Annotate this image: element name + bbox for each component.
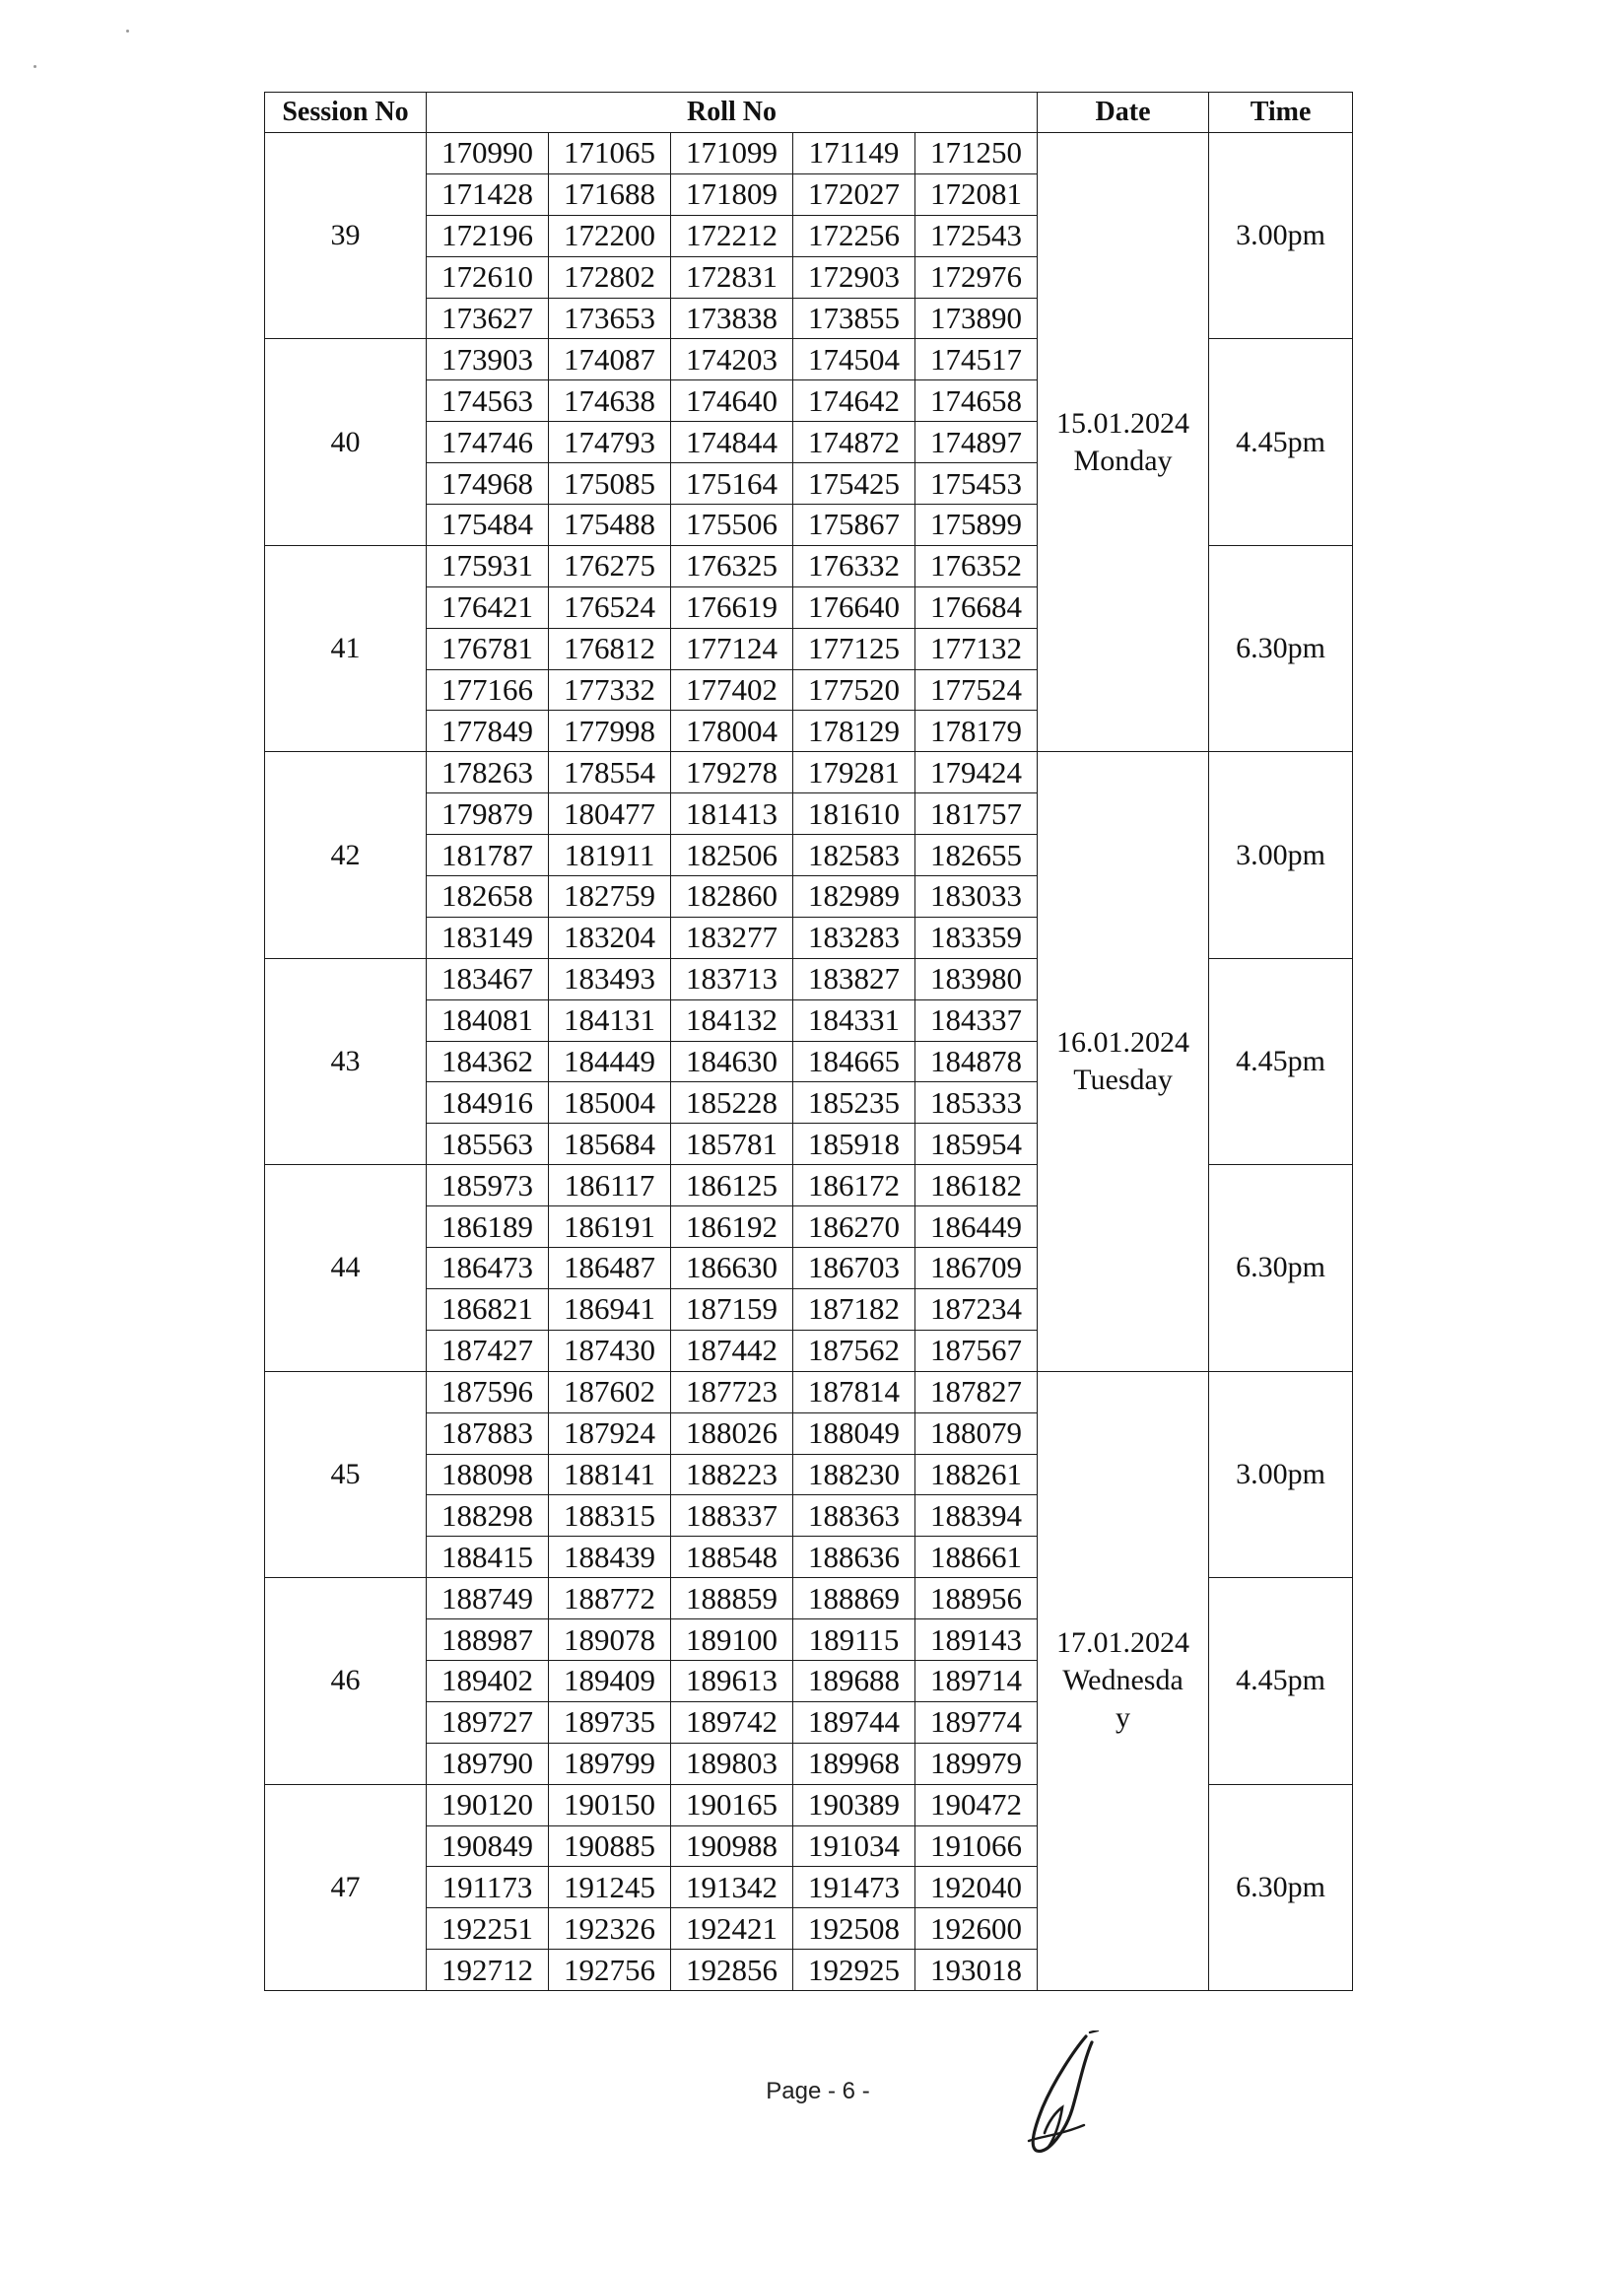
session-time: 4.45pm	[1209, 339, 1353, 545]
roll-number-cell: 174517	[915, 339, 1038, 380]
roll-number-cell: 188987	[427, 1619, 549, 1661]
exam-day: Wednesda y	[1062, 1664, 1184, 1735]
roll-number-cell: 187924	[549, 1412, 671, 1454]
roll-number-cell: 174844	[671, 422, 793, 463]
roll-number-cell: 187827	[915, 1371, 1038, 1412]
roll-number-cell: 188749	[427, 1578, 549, 1619]
roll-number-cell: 174638	[549, 380, 671, 422]
roll-number-cell: 184362	[427, 1041, 549, 1082]
roll-number-cell: 189714	[915, 1660, 1038, 1701]
roll-number-cell: 189115	[793, 1619, 915, 1661]
roll-number-cell: 188098	[427, 1454, 549, 1495]
roll-number-cell: 188079	[915, 1412, 1038, 1454]
header-time: Time	[1209, 93, 1353, 133]
roll-number-cell: 187562	[793, 1330, 915, 1371]
roll-number-cell: 174563	[427, 380, 549, 422]
roll-number-cell: 192040	[915, 1867, 1038, 1908]
session-number: 46	[265, 1578, 427, 1784]
roll-number-cell: 176619	[671, 586, 793, 628]
roll-number-cell: 178263	[427, 752, 549, 793]
roll-number-cell: 188439	[549, 1537, 671, 1578]
roll-number-cell: 191473	[793, 1867, 915, 1908]
roll-number-cell: 192856	[671, 1950, 793, 1991]
roll-number-cell: 183980	[915, 958, 1038, 999]
date-cell	[1038, 1371, 1209, 1990]
session-time: 6.30pm	[1209, 1784, 1353, 1990]
roll-number-cell: 189688	[793, 1660, 915, 1701]
roll-number-cell: 185918	[793, 1124, 915, 1165]
roll-number-cell: 184132	[671, 999, 793, 1041]
roll-number-cell: 182860	[671, 876, 793, 918]
roll-number-cell: 182506	[671, 835, 793, 876]
roll-number-cell: 188298	[427, 1495, 549, 1537]
roll-number-cell: 192600	[915, 1908, 1038, 1950]
roll-number-cell: 182658	[427, 876, 549, 918]
roll-number-cell: 172802	[549, 256, 671, 298]
roll-number-cell: 175867	[793, 505, 915, 546]
roll-number-cell: 173627	[427, 298, 549, 339]
roll-number-cell: 182989	[793, 876, 915, 918]
roll-number-cell: 175085	[549, 463, 671, 505]
roll-number-cell: 184630	[671, 1041, 793, 1082]
roll-number-cell: 188956	[915, 1578, 1038, 1619]
roll-number-cell: 177524	[915, 669, 1038, 711]
roll-number-cell: 174640	[671, 380, 793, 422]
roll-number-cell: 177125	[793, 628, 915, 669]
exam-day: Monday	[1073, 444, 1173, 477]
roll-number-cell: 183713	[671, 958, 793, 999]
roll-number-cell: 176275	[549, 545, 671, 586]
roll-number-cell: 177124	[671, 628, 793, 669]
roll-number-cell: 174872	[793, 422, 915, 463]
roll-number-cell: 188869	[793, 1578, 915, 1619]
roll-number-cell: 184449	[549, 1041, 671, 1082]
roll-number-cell: 184081	[427, 999, 549, 1041]
session-time: 6.30pm	[1209, 1165, 1353, 1371]
roll-number-cell: 171428	[427, 173, 549, 215]
roll-number-cell: 190120	[427, 1784, 549, 1825]
roll-number-cell: 187442	[671, 1330, 793, 1371]
header-row	[265, 93, 1353, 133]
roll-number-cell: 186192	[671, 1206, 793, 1248]
table-row	[265, 752, 1353, 793]
roll-number-cell: 181757	[915, 793, 1038, 835]
roll-number-cell: 182759	[549, 876, 671, 918]
roll-number-cell: 184665	[793, 1041, 915, 1082]
roll-number-cell: 184331	[793, 999, 915, 1041]
roll-number-cell: 190885	[549, 1825, 671, 1867]
roll-number-cell: 185781	[671, 1124, 793, 1165]
roll-number-cell: 177166	[427, 669, 549, 711]
roll-number-cell: 186191	[549, 1206, 671, 1248]
roll-number-cell: 186703	[793, 1248, 915, 1289]
roll-number-cell: 172903	[793, 256, 915, 298]
roll-number-cell: 189402	[427, 1660, 549, 1701]
roll-number-cell: 185004	[549, 1082, 671, 1124]
roll-number-cell: 172027	[793, 173, 915, 215]
roll-number-cell: 186487	[549, 1248, 671, 1289]
roll-number-cell: 171149	[793, 133, 915, 174]
scan-speck	[34, 65, 36, 68]
roll-number-cell: 185228	[671, 1082, 793, 1124]
roll-number-cell: 175506	[671, 505, 793, 546]
header-date: Date	[1038, 93, 1209, 133]
header-session-no: Session No	[265, 93, 427, 133]
roll-number-cell: 176332	[793, 545, 915, 586]
roll-number-cell: 189742	[671, 1701, 793, 1743]
roll-number-cell: 188394	[915, 1495, 1038, 1537]
exam-date: 15.01.2024	[1056, 406, 1190, 440]
session-number: 40	[265, 339, 427, 545]
roll-number-cell: 176421	[427, 586, 549, 628]
roll-number-cell: 191066	[915, 1825, 1038, 1867]
roll-number-cell: 186117	[549, 1165, 671, 1206]
session-number: 45	[265, 1371, 427, 1577]
roll-number-cell: 188859	[671, 1578, 793, 1619]
roll-number-cell: 172196	[427, 215, 549, 256]
roll-number-cell: 179424	[915, 752, 1038, 793]
roll-number-cell: 172610	[427, 256, 549, 298]
roll-number-cell: 188772	[549, 1578, 671, 1619]
table-row	[265, 1371, 1353, 1412]
roll-number-cell: 177332	[549, 669, 671, 711]
roll-number-cell: 173903	[427, 339, 549, 380]
roll-number-cell: 174793	[549, 422, 671, 463]
roll-number-cell: 170990	[427, 133, 549, 174]
roll-number-cell: 179879	[427, 793, 549, 835]
roll-number-cell: 173855	[793, 298, 915, 339]
roll-number-cell: 178004	[671, 711, 793, 752]
session-number: 44	[265, 1165, 427, 1371]
session-time: 3.00pm	[1209, 752, 1353, 958]
roll-number-cell: 190389	[793, 1784, 915, 1825]
roll-number-cell: 189727	[427, 1701, 549, 1743]
roll-number-cell: 187883	[427, 1412, 549, 1454]
roll-number-cell: 188026	[671, 1412, 793, 1454]
roll-number-cell: 174642	[793, 380, 915, 422]
roll-number-cell: 191034	[793, 1825, 915, 1867]
roll-number-cell: 186125	[671, 1165, 793, 1206]
roll-number-cell: 175488	[549, 505, 671, 546]
roll-number-cell: 190849	[427, 1825, 549, 1867]
roll-number-cell: 177402	[671, 669, 793, 711]
roll-number-cell: 185973	[427, 1165, 549, 1206]
roll-number-cell: 192251	[427, 1908, 549, 1950]
roll-number-cell: 172200	[549, 215, 671, 256]
roll-number-cell: 189613	[671, 1660, 793, 1701]
roll-number-cell: 184131	[549, 999, 671, 1041]
roll-number-cell: 189790	[427, 1743, 549, 1784]
roll-number-cell: 182583	[793, 835, 915, 876]
roll-number-cell: 192712	[427, 1950, 549, 1991]
exam-date: 17.01.2024	[1056, 1626, 1190, 1660]
roll-number-cell: 183204	[549, 917, 671, 958]
roll-number-cell: 188548	[671, 1537, 793, 1578]
roll-number-cell: 172976	[915, 256, 1038, 298]
roll-number-cell: 181911	[549, 835, 671, 876]
roll-number-cell: 183277	[671, 917, 793, 958]
page-footer	[0, 2078, 1624, 2105]
roll-number-cell: 175931	[427, 545, 549, 586]
roll-number-cell: 187567	[915, 1330, 1038, 1371]
roll-number-cell: 179278	[671, 752, 793, 793]
roll-number-cell: 187596	[427, 1371, 549, 1412]
roll-number-cell: 174897	[915, 422, 1038, 463]
roll-number-cell: 186709	[915, 1248, 1038, 1289]
roll-number-cell: 176781	[427, 628, 549, 669]
roll-number-cell: 187182	[793, 1288, 915, 1330]
roll-number-cell: 173890	[915, 298, 1038, 339]
roll-number-cell: 174203	[671, 339, 793, 380]
roll-number-cell: 178129	[793, 711, 915, 752]
roll-number-cell: 183033	[915, 876, 1038, 918]
roll-number-cell: 188415	[427, 1537, 549, 1578]
page-number: Page - 6 -	[766, 2078, 870, 2104]
roll-number-cell: 189803	[671, 1743, 793, 1784]
roll-number-cell: 192756	[549, 1950, 671, 1991]
roll-number-cell: 193018	[915, 1950, 1038, 1991]
roll-number-cell: 174746	[427, 422, 549, 463]
roll-number-cell: 171099	[671, 133, 793, 174]
roll-number-cell: 187430	[549, 1330, 671, 1371]
session-number: 47	[265, 1784, 427, 1990]
roll-number-cell: 189143	[915, 1619, 1038, 1661]
roll-number-cell: 188661	[915, 1537, 1038, 1578]
roll-number-cell: 189799	[549, 1743, 671, 1784]
roll-number-cell: 191342	[671, 1867, 793, 1908]
roll-number-cell: 185235	[793, 1082, 915, 1124]
roll-number-cell: 188141	[549, 1454, 671, 1495]
roll-number-cell: 184916	[427, 1082, 549, 1124]
roll-number-cell: 186821	[427, 1288, 549, 1330]
roll-number-cell: 176684	[915, 586, 1038, 628]
roll-number-cell: 186449	[915, 1206, 1038, 1248]
roll-number-cell: 184878	[915, 1041, 1038, 1082]
roll-number-cell: 187723	[671, 1371, 793, 1412]
roll-number-cell: 174968	[427, 463, 549, 505]
roll-number-cell: 186189	[427, 1206, 549, 1248]
session-number: 39	[265, 133, 427, 339]
roll-number-cell: 191173	[427, 1867, 549, 1908]
schedule-body	[265, 133, 1353, 1991]
roll-number-cell: 177998	[549, 711, 671, 752]
roll-number-cell: 184337	[915, 999, 1038, 1041]
roll-number-cell: 175453	[915, 463, 1038, 505]
roll-number-cell: 171688	[549, 173, 671, 215]
roll-number-cell: 176640	[793, 586, 915, 628]
roll-number-cell: 187427	[427, 1330, 549, 1371]
roll-number-cell: 190988	[671, 1825, 793, 1867]
roll-number-cell: 189735	[549, 1701, 671, 1743]
roll-number-cell: 192508	[793, 1908, 915, 1950]
roll-number-cell: 172081	[915, 173, 1038, 215]
roll-number-cell: 185954	[915, 1124, 1038, 1165]
session-number: 42	[265, 752, 427, 958]
roll-number-cell: 177520	[793, 669, 915, 711]
roll-number-cell: 176524	[549, 586, 671, 628]
roll-number-cell: 190472	[915, 1784, 1038, 1825]
roll-number-cell: 171809	[671, 173, 793, 215]
roll-number-cell: 183467	[427, 958, 549, 999]
roll-number-cell: 173838	[671, 298, 793, 339]
roll-number-cell: 188223	[671, 1454, 793, 1495]
session-number: 41	[265, 545, 427, 751]
roll-number-cell: 188261	[915, 1454, 1038, 1495]
roll-number-cell: 175899	[915, 505, 1038, 546]
roll-number-cell: 187234	[915, 1288, 1038, 1330]
exam-date: 16.01.2024	[1056, 1026, 1190, 1060]
roll-number-cell: 171250	[915, 133, 1038, 174]
roll-number-cell: 175484	[427, 505, 549, 546]
roll-number-cell: 188230	[793, 1454, 915, 1495]
roll-number-cell: 186473	[427, 1248, 549, 1289]
roll-number-cell: 188049	[793, 1412, 915, 1454]
signature	[1015, 2030, 1123, 2159]
roll-number-cell: 181787	[427, 835, 549, 876]
roll-number-cell: 183493	[549, 958, 671, 999]
roll-number-cell: 186182	[915, 1165, 1038, 1206]
roll-number-cell: 189100	[671, 1619, 793, 1661]
roll-number-cell: 192421	[671, 1908, 793, 1950]
roll-number-cell: 172543	[915, 215, 1038, 256]
roll-number-cell: 189744	[793, 1701, 915, 1743]
exam-schedule-table	[264, 92, 1353, 1991]
roll-number-cell: 189409	[549, 1660, 671, 1701]
roll-number-cell: 174658	[915, 380, 1038, 422]
table-row	[265, 133, 1353, 174]
date-cell	[1038, 133, 1209, 752]
roll-number-cell: 188636	[793, 1537, 915, 1578]
session-time: 4.45pm	[1209, 958, 1353, 1164]
roll-number-cell: 179281	[793, 752, 915, 793]
session-time: 6.30pm	[1209, 545, 1353, 751]
roll-number-cell: 175425	[793, 463, 915, 505]
roll-number-cell: 187159	[671, 1288, 793, 1330]
roll-number-cell: 171065	[549, 133, 671, 174]
exam-day: Tuesday	[1073, 1064, 1173, 1097]
roll-number-cell: 188315	[549, 1495, 671, 1537]
roll-number-cell: 186941	[549, 1288, 671, 1330]
roll-number-cell: 190165	[671, 1784, 793, 1825]
roll-number-cell: 185563	[427, 1124, 549, 1165]
roll-number-cell: 186172	[793, 1165, 915, 1206]
roll-number-cell: 174504	[793, 339, 915, 380]
roll-number-cell: 189979	[915, 1743, 1038, 1784]
roll-number-cell: 182655	[915, 835, 1038, 876]
roll-number-cell: 192326	[549, 1908, 671, 1950]
session-time: 3.00pm	[1209, 133, 1353, 339]
roll-number-cell: 191245	[549, 1867, 671, 1908]
roll-number-cell: 188363	[793, 1495, 915, 1537]
roll-number-cell: 173653	[549, 298, 671, 339]
roll-number-cell: 180477	[549, 793, 671, 835]
scan-speck	[126, 30, 129, 33]
roll-number-cell: 181610	[793, 793, 915, 835]
roll-number-cell: 188337	[671, 1495, 793, 1537]
roll-number-cell: 189774	[915, 1701, 1038, 1743]
roll-number-cell: 189078	[549, 1619, 671, 1661]
date-cell	[1038, 752, 1209, 1371]
roll-number-cell: 172256	[793, 215, 915, 256]
roll-number-cell: 183359	[915, 917, 1038, 958]
roll-number-cell: 190150	[549, 1784, 671, 1825]
roll-number-cell: 177132	[915, 628, 1038, 669]
session-time: 4.45pm	[1209, 1578, 1353, 1784]
roll-number-cell: 175164	[671, 463, 793, 505]
roll-number-cell: 172212	[671, 215, 793, 256]
roll-number-cell: 185684	[549, 1124, 671, 1165]
roll-number-cell: 183149	[427, 917, 549, 958]
roll-number-cell: 178554	[549, 752, 671, 793]
roll-number-cell: 187602	[549, 1371, 671, 1412]
roll-number-cell: 183827	[793, 958, 915, 999]
roll-number-cell: 176325	[671, 545, 793, 586]
session-number: 43	[265, 958, 427, 1164]
roll-number-cell: 186630	[671, 1248, 793, 1289]
header-roll-no: Roll No	[427, 93, 1038, 133]
roll-number-cell: 178179	[915, 711, 1038, 752]
roll-number-cell: 186270	[793, 1206, 915, 1248]
roll-number-cell: 185333	[915, 1082, 1038, 1124]
roll-number-cell: 176352	[915, 545, 1038, 586]
roll-number-cell: 172831	[671, 256, 793, 298]
roll-number-cell: 181413	[671, 793, 793, 835]
roll-number-cell: 174087	[549, 339, 671, 380]
roll-number-cell: 176812	[549, 628, 671, 669]
roll-number-cell: 192925	[793, 1950, 915, 1991]
roll-number-cell: 187814	[793, 1371, 915, 1412]
roll-number-cell: 189968	[793, 1743, 915, 1784]
roll-number-cell: 183283	[793, 917, 915, 958]
session-time: 3.00pm	[1209, 1371, 1353, 1577]
roll-number-cell: 177849	[427, 711, 549, 752]
